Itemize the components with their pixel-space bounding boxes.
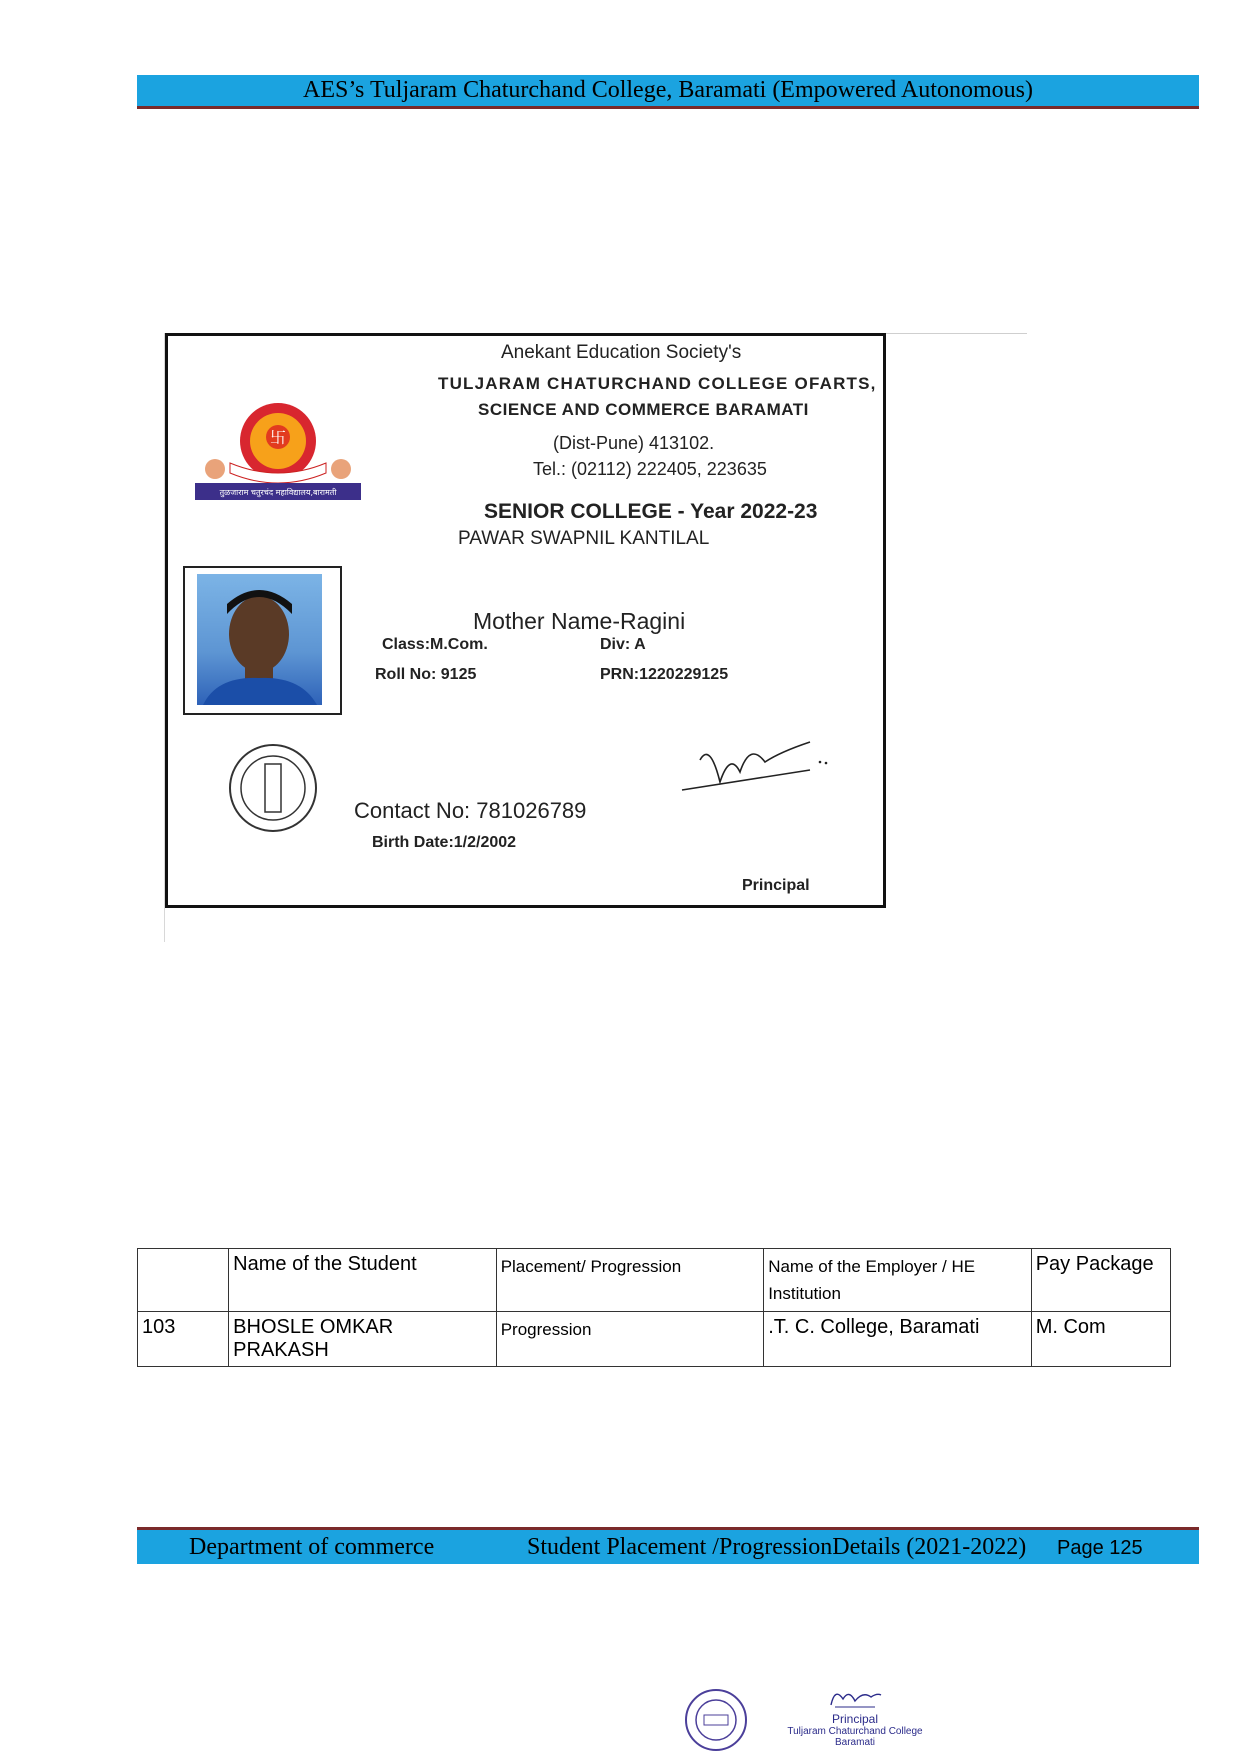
svg-text:तुळजाराम चतुरचंद महाविद्यालय,ब: तुळजाराम चतुरचंद महाविद्यालय,बारामती [219, 488, 337, 497]
district: (Dist-Pune) 413102. [553, 433, 715, 453]
page-footer [137, 1527, 1199, 1564]
college-name-line2: SCIENCE AND COMMERCE BARAMATI [478, 400, 809, 419]
principal-stamp [785, 1685, 925, 1753]
college-seal-icon [223, 742, 323, 834]
placement-table [137, 1248, 1171, 1367]
telephone: Tel.: (02112) 222405, 223635 [533, 459, 767, 479]
principal-signature-icon [680, 732, 835, 802]
header-cell-employer: Name of the Employer / HE Institution [764, 1249, 1032, 1312]
page-header [137, 75, 1199, 109]
principal-title: Principal [831, 1712, 879, 1726]
header-cell-index [138, 1249, 229, 1312]
footer-department: Department of commerce [189, 1534, 435, 1560]
prn-number: PRN:1220229125 [600, 666, 729, 683]
cell-placement: Progression [496, 1312, 764, 1367]
page-number: Page 125 [1057, 1537, 1143, 1559]
principal-college: Tuljaram Chaturchand College [787, 1726, 923, 1737]
header-title: AES’s Tuljaram Chaturchand College, Baramati (Empowered Autonomous) [303, 77, 1033, 103]
student-photo-frame [183, 566, 342, 715]
college-name-line1: TULJARAM CHATURCHAND COLLEGE OFARTS, [438, 374, 877, 393]
cell-student: BHOSLE OMKAR PRAKASH [229, 1312, 497, 1367]
table-header-row [138, 1249, 1171, 1312]
principal-city: Baramati [834, 1737, 875, 1748]
class-label: Class:M.Com. [382, 636, 488, 653]
student-photo [197, 574, 322, 705]
principal-label: Principal [742, 877, 810, 894]
header-cell-placement: Placement/ Progression [496, 1249, 764, 1312]
cell-employer: .T. C. College, Baramati [764, 1312, 1032, 1367]
id-card [165, 333, 886, 908]
roll-number: Roll No: 9125 [375, 666, 477, 683]
student-name: PAWAR SWAPNIL KANTILAL [458, 528, 710, 549]
cell-index: 103 [138, 1312, 229, 1367]
svg-text:卐: 卐 [269, 428, 287, 447]
table-row [138, 1312, 1171, 1367]
cell-pay: M. Com [1031, 1312, 1170, 1367]
society-name: Anekant Education Society's [501, 342, 742, 363]
contact-number: Contact No: 781026789 [354, 798, 587, 823]
principal-signature-icon [825, 1685, 885, 1711]
birth-date: Birth Date:1/2/2002 [372, 834, 517, 851]
college-logo-icon [193, 391, 363, 501]
header-cell-student: Name of the Student [229, 1249, 497, 1312]
college-stamp-icon [683, 1688, 749, 1752]
mother-name: Mother Name-Ragini [473, 608, 686, 634]
id-card-image [137, 330, 1027, 942]
header-cell-pay: Pay Package [1031, 1249, 1170, 1312]
division-label: Div: A [600, 636, 646, 653]
academic-year: SENIOR COLLEGE - Year 2022-23 [484, 500, 818, 523]
footer-details: Student Placement /ProgressionDetails (2021-2022) [527, 1534, 1027, 1560]
